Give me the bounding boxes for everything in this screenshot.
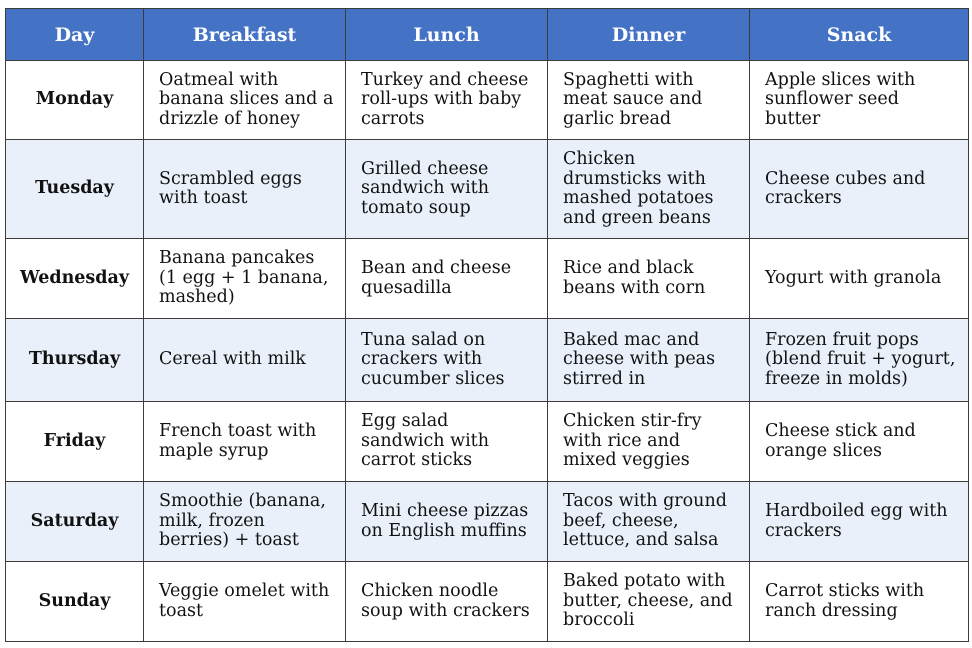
column-header-dinner: Dinner xyxy=(548,9,750,61)
dinner-cell: Baked potato with butter, cheese, and broccoli xyxy=(548,562,750,642)
day-cell: Saturday xyxy=(6,482,144,562)
day-cell: Thursday xyxy=(6,319,144,402)
lunch-cell: Turkey and cheese roll-ups with baby carrots xyxy=(346,61,548,140)
breakfast-cell: French toast with maple syrup xyxy=(144,402,346,482)
snack-cell: Cheese stick and orange slices xyxy=(750,402,969,482)
table-row xyxy=(6,61,969,140)
dinner-cell: Rice and black beans with corn xyxy=(548,239,750,319)
column-header-lunch: Lunch xyxy=(346,9,548,61)
column-header-day: Day xyxy=(6,9,144,61)
dinner-cell: Spaghetti with meat sauce and garlic bread xyxy=(548,61,750,140)
breakfast-cell: Cereal with milk xyxy=(144,319,346,402)
table-row xyxy=(6,319,969,402)
dinner-cell: Baked mac and cheese with peas stirred in xyxy=(548,319,750,402)
day-cell: Friday xyxy=(6,402,144,482)
lunch-cell: Grilled cheese sandwich with tomato soup xyxy=(346,140,548,239)
table-row xyxy=(6,402,969,482)
table-header xyxy=(6,9,969,61)
dinner-cell: Chicken stir-fry with rice and mixed veggies xyxy=(548,402,750,482)
day-cell: Sunday xyxy=(6,562,144,642)
table-row xyxy=(6,482,969,562)
snack-cell: Yogurt with granola xyxy=(750,239,969,319)
lunch-cell: Egg salad sandwich with carrot sticks xyxy=(346,402,548,482)
column-header-snack: Snack xyxy=(750,9,969,61)
snack-cell: Carrot sticks with ranch dressing xyxy=(750,562,969,642)
table-row xyxy=(6,562,969,642)
snack-cell: Frozen fruit pops (blend fruit + yogurt, freeze in molds) xyxy=(750,319,969,402)
day-cell: Tuesday xyxy=(6,140,144,239)
table-row xyxy=(6,239,969,319)
meal-plan-table xyxy=(5,8,969,642)
table-row xyxy=(6,140,969,239)
lunch-cell: Bean and cheese quesadilla xyxy=(346,239,548,319)
dinner-cell: Chicken drumsticks with mashed potatoes and green beans xyxy=(548,140,750,239)
lunch-cell: Chicken noodle soup with crackers xyxy=(346,562,548,642)
day-cell: Wednesday xyxy=(6,239,144,319)
table-body xyxy=(6,61,969,642)
breakfast-cell: Smoothie (banana, milk, frozen berries) + toast xyxy=(144,482,346,562)
day-cell: Monday xyxy=(6,61,144,140)
header-row xyxy=(6,9,969,61)
snack-cell: Apple slices with sunflower seed butter xyxy=(750,61,969,140)
breakfast-cell: Oatmeal with banana slices and a drizzle of honey xyxy=(144,61,346,140)
breakfast-cell: Scrambled eggs with toast xyxy=(144,140,346,239)
lunch-cell: Mini cheese pizzas on English muffins xyxy=(346,482,548,562)
dinner-cell: Tacos with ground beef, cheese, lettuce, and salsa xyxy=(548,482,750,562)
snack-cell: Cheese cubes and crackers xyxy=(750,140,969,239)
lunch-cell: Tuna salad on crackers with cucumber slices xyxy=(346,319,548,402)
breakfast-cell: Veggie omelet with toast xyxy=(144,562,346,642)
snack-cell: Hardboiled egg with crackers xyxy=(750,482,969,562)
column-header-breakfast: Breakfast xyxy=(144,9,346,61)
breakfast-cell: Banana pancakes (1 egg + 1 banana, mashed) xyxy=(144,239,346,319)
